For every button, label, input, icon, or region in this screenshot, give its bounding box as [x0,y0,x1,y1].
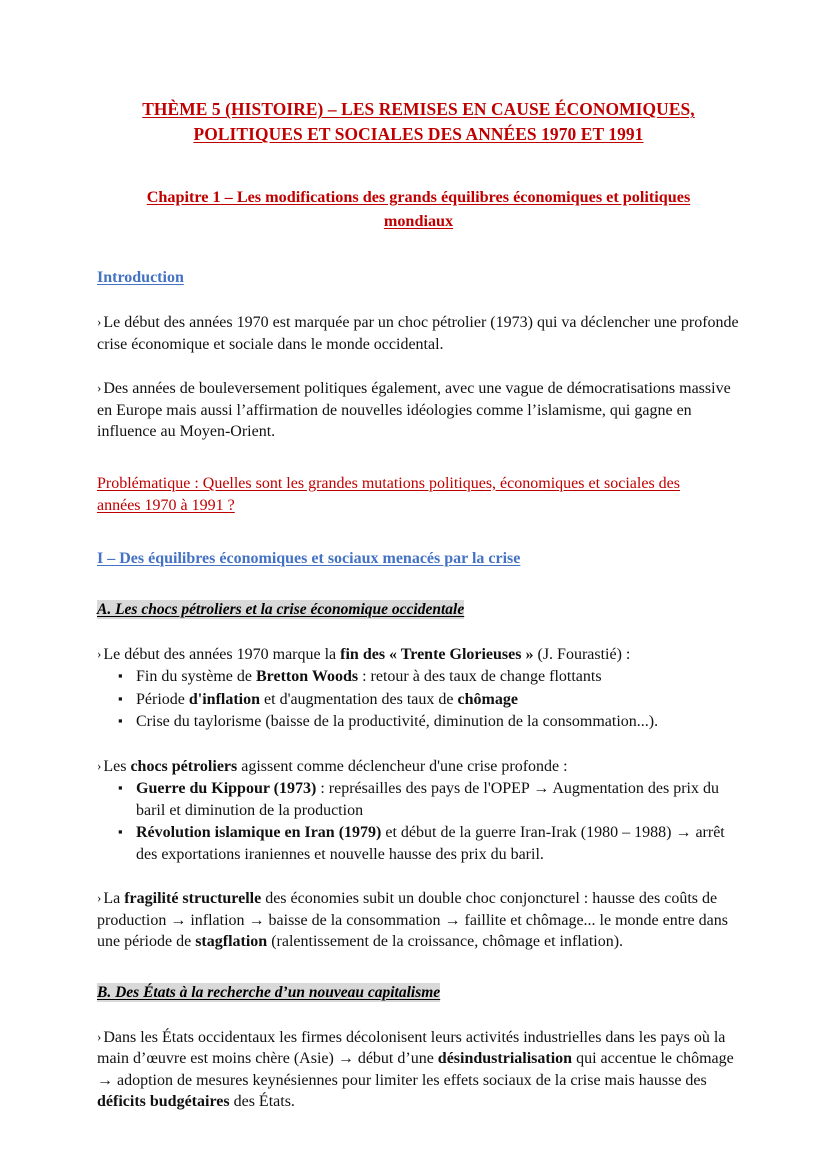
chevron-bullet-icon: › [97,314,102,329]
item-text-bold-2: chômage [457,690,518,708]
list-item [97,711,740,733]
chevron-bullet-icon: › [97,1028,102,1044]
item-text-middle: et d'augmentation des taux de [260,690,458,708]
para-bold-2: stagflation [195,933,268,950]
item-text-bold: Bretton Woods [256,668,359,685]
list-item [97,689,740,711]
para-part-1: La [103,890,125,907]
heading-introduction [97,267,740,289]
item-text-before: Crise du taylorisme (baisse de la productivité, diminution de la consommation...). [136,713,659,730]
chevron-bullet-icon: › [97,757,102,773]
lead-after: agissent comme déclencheur d'une crise profonde : [237,757,568,775]
lead-after: (J. Fourastié) : [533,645,631,663]
section-A-block-1-lead [97,643,740,666]
section-A-paragraph-fragilite [97,887,740,953]
para-part-3: (ralentissement de la croissance, chômage et inflation). [267,933,624,950]
item-text-bold: Guerre du Kippour (1973) [136,780,317,797]
intro-paragraph-1 [97,311,740,355]
list-item [97,822,740,865]
heading-part-I [97,548,740,570]
chapter-title [97,185,740,233]
list-item [97,778,740,821]
document-title-line-2: POLITIQUES ET SOCIALES DES ANNÉES 1970 ET 1991 [193,124,644,144]
item-text-after: : représailles des pays de l'OPEP → Augmentation des prix du baril et diminution de la production [136,780,719,819]
heading-section-B-text: B. Des États à la recherche d’un nouveau capitalisme [97,983,441,1001]
lead-bold: chocs pétroliers [130,757,238,775]
para-part-3: des États. [229,1093,295,1110]
heading-section-A [97,599,740,621]
para-bold-1: désindustrialisation [437,1050,573,1067]
item-text-bold: Révolution islamique en Iran (1979) [136,824,382,841]
chevron-bullet-icon: › [97,380,102,395]
section-A-block-1-list [97,666,740,733]
lead-bold: fin des « Trente Glorieuses » [340,645,534,663]
item-text-after: et début de la guerre Iran-Irak (1980 – 1988) → arrêt des exportations iraniennes et nouvelle hausse des prix du baril. [136,824,725,863]
item-text-before: Période [136,690,189,708]
para-part-2: des économies subit un double choc conjoncturel : hausse des coûts de production → inflation → baisse de la consommation → faillite et chômage... le monde entre dans une période de [97,890,728,950]
para-bold-1: fragilité structurelle [124,890,262,907]
heading-section-A-text: A. Les chocs pétroliers et la crise économique occidentale [97,600,465,618]
intro-paragraph-2 [97,377,740,443]
problematique-text: Problématique : Quelles sont les grandes mutations politiques, économiques et sociales des années 1970 à 1991 ? [97,474,680,514]
item-text-after: : retour à des taux de change flottants [358,668,602,685]
problematique [97,473,697,518]
item-text-bold: d'inflation [188,690,261,708]
para-part-1: Dans les États occidentaux les firmes décolonisent leurs activités industrielles dans les pays où la main d’œuvre est moins chère (Asie) → début d’une [97,1028,726,1067]
section-A-block-2-list [97,778,740,865]
heading-introduction-text: Introduction [97,269,184,286]
document-title [97,97,740,147]
section-B-paragraph [97,1026,740,1113]
section-A-block-2-lead [97,755,740,778]
heading-part-I-text: I – Des équilibres économiques et sociaux menacés par la crise [97,549,521,567]
intro-paragraph-2-text: Des années de bouleversement politiques également, avec une vague de démocratisations massive en Europe mais aussi l’affirmation de nouvelles idéologies comme l’islamisme, qui gagne en influence au Moyen-Orient. [97,380,731,440]
para-part-2: qui accentue le chômage → adoption de mesures keynésiennes pour limiter les effets sociaux de la crise mais hausse des [97,1050,734,1089]
chevron-bullet-icon: › [97,645,102,661]
lead-before: Le début des années 1970 marque la [103,645,341,663]
document-title-line-1: THÈME 5 (HISTOIRE) – LES REMISES EN CAUSE ÉCONOMIQUES, [142,99,695,119]
item-text-before: Fin du système de [136,668,256,685]
chapter-title-text: Chapitre 1 – Les modifications des grands équilibres économiques et politiques mondiaux [146,188,691,230]
intro-paragraph-1-text: Le début des années 1970 est marquée par un choc pétrolier (1973) qui va déclencher une profonde crise économique et sociale dans le monde occidental. [97,314,739,353]
list-item [97,666,740,688]
heading-section-B [97,982,740,1004]
lead-before: Les [103,757,131,775]
chevron-bullet-icon: › [97,890,102,905]
para-bold-2: déficits budgétaires [97,1093,230,1110]
